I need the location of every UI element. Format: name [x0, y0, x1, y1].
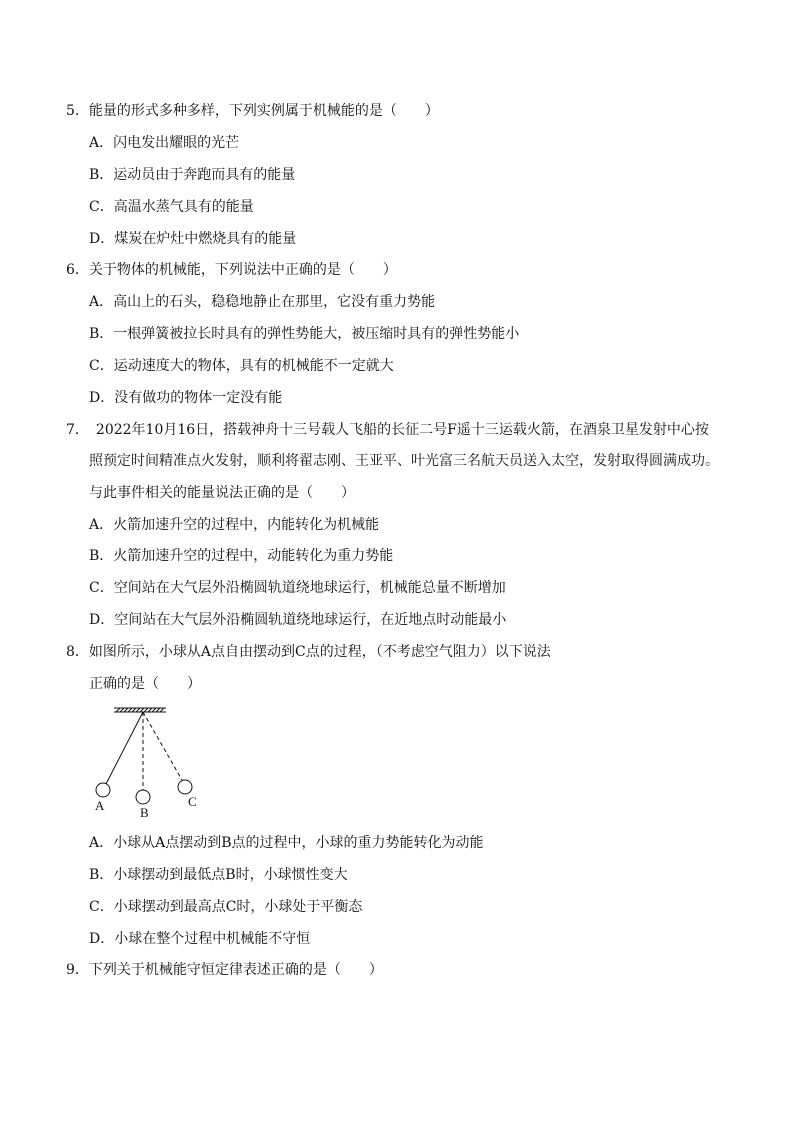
- ball-c: [178, 780, 192, 794]
- question-7-option-b: B．火箭加速升空的过程中，动能转化为重力势能: [89, 548, 394, 564]
- question-8-stem-line-2: 正确的是（ ）: [89, 676, 201, 692]
- question-7-stem-line-3: 与此事件相关的能量说法正确的是（ ）: [89, 485, 355, 501]
- question-8-stem: 8．如图所示，小球从A点自由摆动到C点的过程，（不考虑空气阻力）以下说法: [66, 644, 551, 660]
- question-7-option-d: D．空间站在大气层外沿椭圆轨道绕地球运行，在近地点时动能最小: [89, 612, 507, 628]
- string-a: [106, 712, 143, 784]
- question-7-option-c: C．空间站在大气层外沿椭圆轨道绕地球运行，机械能总量不断增加: [89, 580, 506, 596]
- question-6-option-c: C．运动速度大的物体，具有的机械能不一定就大: [89, 358, 394, 374]
- question-8-option-a: A．小球从A点摆动到B点的过程中，小球的重力势能转化为动能: [89, 835, 484, 851]
- label-a: A: [95, 798, 105, 813]
- label-b: B: [140, 805, 149, 820]
- question-7-option-a: A．火箭加速升空的过程中，内能转化为机械能: [89, 517, 380, 533]
- question-5-option-a: A．闪电发出耀眼的光芒: [89, 135, 240, 151]
- question-5-option-c: C．高温水蒸气具有的能量: [89, 199, 254, 215]
- string-c: [143, 712, 182, 780]
- question-6-option-a: A．高山上的石头，稳稳地静止在那里，它没有重力势能: [89, 294, 436, 310]
- question-5-option-d: D．煤炭在炉灶中燃烧具有的能量: [89, 231, 297, 247]
- question-8-option-d: D．小球在整个过程中机械能不守恒: [89, 931, 311, 947]
- question-5-stem: 5．能量的形式多种多样，下列实例属于机械能的是（ ）: [66, 103, 439, 119]
- ceiling-hatch: [114, 708, 166, 712]
- ball-a: [96, 783, 110, 797]
- question-6-stem: 6．关于物体的机械能，下列说法中正确的是（ ）: [66, 262, 397, 278]
- question-8-option-c: C．小球摆动到最高点C时，小球处于平衡态: [89, 899, 363, 915]
- ball-b: [136, 790, 150, 804]
- question-7-stem: 7． 2022年10月16日，搭载神舟十三号载人飞船的长征二号F遥十三运载火箭，在酒泉卫星发射中心按: [66, 422, 709, 438]
- question-5-option-b: B．运动员由于奔跑而具有的能量: [89, 167, 296, 183]
- question-7-stem-line-2: 照预定时间精准点火发射，顺利将翟志刚、王亚平、叶光富三名航天员送入太空，发射取得圆满成功。: [89, 453, 719, 469]
- pendulum-figure: [88, 702, 208, 822]
- question-6-option-d: D．没有做功的物体一定没有能: [89, 390, 283, 406]
- question-9-stem: 9．下列关于机械能守恒定律表述正确的是（ ）: [66, 962, 383, 978]
- question-6-option-b: B．一根弹簧被拉长时具有的弹性势能大，被压缩时具有的弹性势能小: [89, 326, 520, 342]
- label-c: C: [188, 794, 197, 809]
- question-8-option-b: B．小球摆动到最低点B时，小球惯性变大: [89, 867, 348, 883]
